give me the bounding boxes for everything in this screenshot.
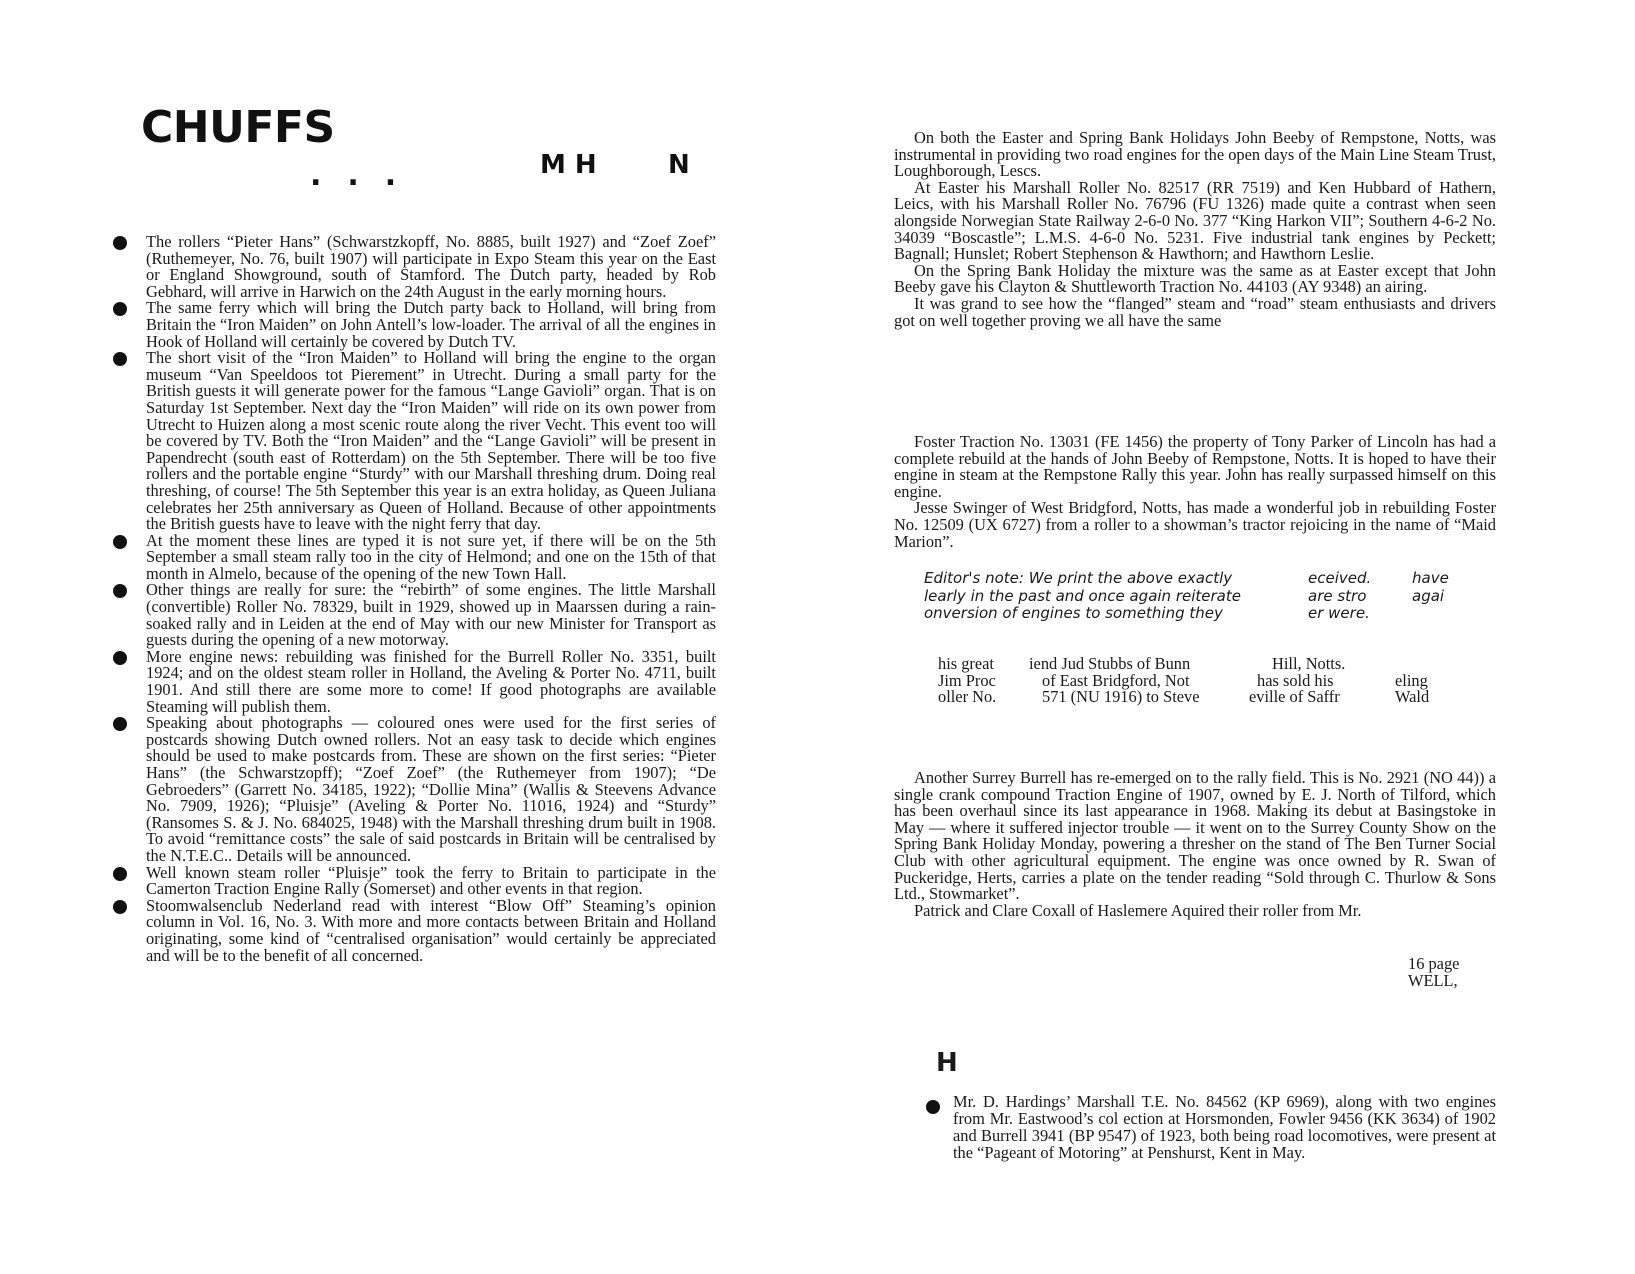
editor-note-line: er were.	[1308, 604, 1370, 622]
list-item	[146, 862, 716, 899]
right-page	[880, 0, 1635, 1274]
article-surrey-burrell	[894, 770, 1496, 919]
bullet-icon	[926, 1100, 940, 1114]
list-item-text: The short visit of the “Iron Maiden” to Holland will bring the engine to the organ museum “Van Speeldoos tot Pierement” in Utrecht. During a small party for the British guests it will generate power for the famous “Lange Gavioli” organ. That is on Saturday 1st September. Next day the “Iron Maiden” will ride on its own power from Utrecht to Huizen along a most scenic route along the river Vecht. This event too will be covered by TV. Both the “Iron Maiden” and the “Lange Gavioli” will be present in Papendrecht (south east of Rotterdam) on the 5th September. There will be too five rollers and the portable engine “Sturdy” with our Marshall threshing drum. Doing real threshing, of course! The 5th September this year is an extra holiday, as Queen Juliana celebrates her 25th anniversary as Queen of Holland. Because of other appointments the British guests have to leave with the night ferry that day.	[146, 348, 716, 534]
list-item	[146, 350, 716, 533]
paragraph: Another Surrey Burrell has re-emerged on to the rally field. This is No. 2921 (NO 44)) a single crank compound Traction Engine of 1907, owned by E. J. North of Tilford, which has been overhaul since its last appearance in 1968. Making its debut at Basingstoke in May — where it suffered injector trouble — it went on to the Surrey County Show on the Spring Bank Holiday Monday, powering a thresher on the stand of The Ben Turner Social Club with other agricultural equipment. The engine was once owned by R. Swan of Puckeridge, Herts, carries a plate on the tender reading “Sold through C. Thurlow & Sons Ltd., Stowmarket”.	[894, 768, 1496, 904]
list-item	[146, 234, 716, 300]
bullet-icon	[113, 651, 127, 665]
editor-note-line: onversion of engines to something they	[924, 604, 1223, 622]
list-item-text: Stoomwalsenclub Nederland read with interest “Blow Off” Steaming’s opinion column in Vol. 16, No. 3. With more and more contacts between Britain and Holland originating, some kind of “centralised organisation” would certainly be appreciated and will be to the benefit of all concerned.	[146, 895, 716, 965]
list-item	[146, 300, 716, 350]
bullet-icon	[113, 302, 127, 316]
list-item	[146, 715, 716, 864]
editor-note-line: eceived.	[1308, 569, 1372, 587]
list-item-text: The same ferry which will bring the Dutch party back to Holland, will bring from Britain the “Iron Maiden” on John Antell’s low-loader. The arrival of all the engines in Hook of Holland will certainly be covered by Dutch TV.	[146, 298, 716, 351]
bullet-icon	[113, 900, 127, 914]
subtitle-dots: ...	[310, 158, 423, 193]
list-item-text: Mr. D. Hardings’ Marshall T.E. No. 84562 (KP 6969), along with two engines from Mr. Eastwood’s col ection at Horsmonden, Fowler 9456 (KK 3634) of 1902 and Burrell 3941 (BP 9547) of 1923, both being road locomotives, were present at the “Pageant of Motoring” at Penshurst, Kent in May.	[953, 1092, 1496, 1162]
article-easter-holidays	[894, 130, 1496, 329]
continued-line: 16 page	[1408, 954, 1460, 973]
fragment-line: eville of Saffr	[1249, 687, 1340, 707]
continued-note	[1408, 956, 1459, 989]
paragraph: Patrick and Clare Coxall of Haslemere Aquired their roller from Mr.	[914, 900, 1362, 920]
list-item	[146, 895, 716, 965]
page-title: CHUFFS	[141, 102, 335, 153]
list-item	[146, 530, 716, 583]
bullet-icon	[113, 535, 127, 549]
editor-note-line: agai	[1412, 586, 1445, 605]
bullet-icon	[113, 717, 127, 731]
editor-note-line: have	[1412, 569, 1449, 587]
list-item-text: The rollers “Pieter Hans” (Schwarstzkopff, No. 8885, built 1927) and “Zoef Zoef” (Ruthemeyer, No. 76, built 1907) will participate in Expo Steam this year on the East or England Showground, south of Stamford. The Dutch party, headed by Rob Gebhard, will arrive in Harwich on the 24th August in the early morning hours.	[146, 232, 716, 301]
list-item	[146, 582, 716, 648]
bullet-icon	[113, 352, 127, 366]
subtitle-n: N	[668, 150, 690, 180]
subtitle-mh: M H	[540, 150, 597, 180]
editor-note-line: learly in the past and once again reiterate	[924, 586, 1241, 605]
paragraph: At Easter his Marshall Roller No. 82517 (RR 7519) and Ken Hubbard of Hathern, Leics, with his Marshall Roller No. 76796 (FU 1326) made quite a contrast when seen alongside Norwegian State Railway 2-6-0 No. 377 “King Harkon VII”; Southern 4-6-2 No. 34039 “Boscastle”; L.M.S. 4-6-0 No. 5231. Five industrial tank engines by Peckett; Bagnall; Hunslet; Robert Stephenson & Hawthorn; and Hawthorn Leslie.	[894, 177, 1496, 264]
list-item-text: At the moment these lines are typed it is not sure yet, if there will be on the 5th September a small steam rally too in the city of Helmond; and one on the 15th of that month in Almelo, because of the opening of the new Town Hall.	[146, 530, 716, 583]
fragment-line: of East Bridgford, Not	[1042, 670, 1190, 690]
paragraph: Jesse Swinger of West Bridgford, Notts, has made a wonderful job in rebuilding Foster No. 12509 (UX 6727) from a roller to a showman’s tractor rejoicing in the name of “Maid Marion”.	[894, 498, 1496, 551]
news-list	[146, 234, 716, 964]
fragment-line: Wald	[1395, 687, 1430, 707]
list-item-text: Speaking about photographs — coloured ones were used for the first series of postcards showing Dutch owned rollers. Not an easy task to decide which engines should be used to make postcards from. These are shown on the first series: “Pieter Hans” (the Schwarstzopff); “Zoef Zoef” (the Ruthemeyer from 1907); “De Gebroeders” (Garrett No. 34185, 1922); “Dollie Mina” (Wallis & Steevens Advance No. 7909, 1926); “Pluisje” (Aveling & Porter No. 11016, 1924) and “Sturdy” (Ransomes S. & J. No. 684025, 1948) with the Marshall threshing drum built in 1908. To avoid “remittance costs” the sale of said postcards in Britain will be centralised by the N.T.E.C.. Details will be announced.	[146, 713, 716, 865]
fragment-line: oller No.	[938, 687, 997, 707]
fragment-line: has sold his	[1257, 670, 1334, 690]
list-item-text: Other things are really for sure: the “rebirth” of some engines. The little Marshall (convertible) Roller No. 78329, built in 1929, showed up in Maarssen during a rain-soaked rally and in Leiden at the end of May with our new Minister for Transport as guests during the opening of a new motorway.	[146, 580, 716, 650]
list-item	[146, 646, 716, 716]
fragment-line: his great	[938, 654, 994, 673]
bullet-icon	[113, 584, 127, 598]
paragraph: On both the Easter and Spring Bank Holidays John Beeby of Rempstone, Notts, was instrumental in providing two road engines for the open days of the Main Line Steam Trust, Loughborough, Lescs.	[894, 128, 1496, 181]
left-page	[0, 0, 800, 1274]
fragment-line: Hill, Notts.	[1272, 654, 1346, 673]
fragment-line: Jim Proc	[938, 670, 996, 690]
section-heading: H	[936, 1048, 958, 1078]
paragraph: On the Spring Bank Holiday the mixture was the same as at Easter except that John Beeby gave his Clayton & Shuttleworth Traction No. 44103 (AY 9348) an airing.	[894, 260, 1496, 297]
article-foster-traction	[894, 434, 1496, 550]
continued-line: WELL,	[1408, 970, 1458, 990]
list-item-text: Well known steam roller “Pluisje” took the ferry to Britain to participate in the Camerton Traction Engine Rally (Somerset) and other events in that region.	[146, 862, 716, 899]
fragment-line: 571 (NU 1916) to Steve	[1042, 687, 1200, 707]
bullet-icon	[113, 867, 127, 881]
editor-note-line: Editor's note: We print the above exactly	[924, 569, 1233, 587]
fragment-line: eling	[1395, 670, 1428, 690]
paragraph: It was grand to see how the “flanged” steam and “road” steam enthusiasts and drivers got on well together proving we all have the same	[894, 293, 1496, 330]
editor-note-line: are stro	[1308, 586, 1367, 605]
paragraph: Foster Traction No. 13031 (FE 1456) the property of Tony Parker of Lincoln has had a complete rebuild at the hands of John Beeby of Rempstone, Notts. It is hoped to have their engine in steam at the Rempstone Rally this year. John has really surpassed himself on this engine.	[894, 432, 1496, 501]
list-item-text: More engine news: rebuilding was finished for the Burrell Roller No. 3351, built 1924; and on the oldest steam roller in Holland, the Aveling & Porter No. 4711, built 1901. And still there are some more to come! If good photographs are available Steaming will publish them.	[146, 646, 716, 716]
bullet-icon	[113, 236, 127, 250]
fragment-line: iend Jud Stubbs of Bunn	[1029, 654, 1191, 673]
